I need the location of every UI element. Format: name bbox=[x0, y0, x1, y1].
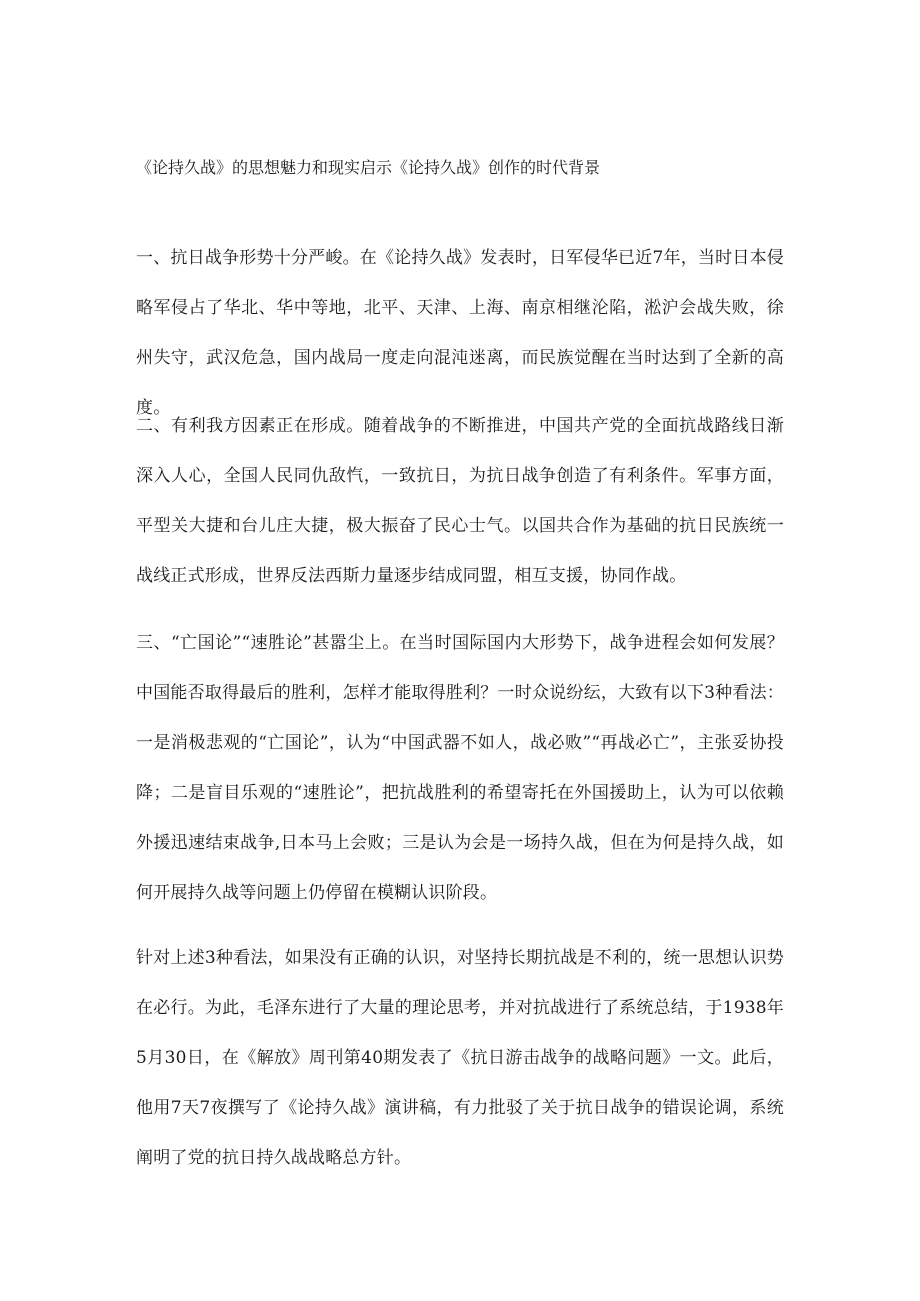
paragraph-3: 三、“亡国论”“速胜论”甚嚣尘上。在当时国际国内大形势下，战争进程会如何发展？中国能否取得最后的胜利，怎样才能取得胜利？一时众说纷纭，大致有以下3种看法：一是消极悲观的“亡国论”，认为“中国武器不如人，战必败”“再战必亡”，主张妥协投降；二是盲目乐观的“速胜论”，把抗战胜利的希望寄托在外国援助上，认为可以依赖外援迅速结束战争,日本马上会败；三是认为会是一场持久战，但在为何是持久战，如何开展持久战等问题上仍停留在模糊认识阶段。 bbox=[136, 633, 784, 903]
paragraph-4: 针对上述3种看法，如果没有正确的认识，对坚持长期抗战是不利的，统一思想认识势在必行。为此，毛泽东进行了大量的理论思考，并对抗战进行了系统总结，于1938年5月30日，在《解放》周刊第40期发表了《抗日游击战争的战略问题》一文。此后，他用7天7夜撰写了《论持久战》演讲稿，有力批驳了关于抗日战争的错误论调，系统阐明了党的抗日持久战战略总方针。 bbox=[136, 948, 784, 1168]
paragraph-1: 一、抗日战争形势十分严峻。在《论持久战》发表时，日军侵华已近7年，当时日本侵略军侵占了华北、华中等地，北平、天津、上海、南京相继沦陷，淞沪会战失败，徐州失守，武汉危急，国内战局一度走向混沌迷离，而民族觉醒在当时达到了全新的高度。 bbox=[136, 248, 784, 418]
document-title: 《论持久战》的思想魅力和现实启示《论持久战》创作的时代背景 bbox=[136, 158, 601, 177]
paragraph-2: 二、有利我方因素正在形成。随着战争的不断推进，中国共产党的全面抗战路线日渐深入人心，全国人民同仇敌忾，一致抗日，为抗日战争创造了有利条件。军事方面，平型关大捷和台儿庄大捷，极大振奋了民心士气。以国共合作为基础的抗日民族统一战线正式形成，世界反法西斯力量逐步结成同盟，相互支援，协同作战。 bbox=[136, 416, 784, 586]
